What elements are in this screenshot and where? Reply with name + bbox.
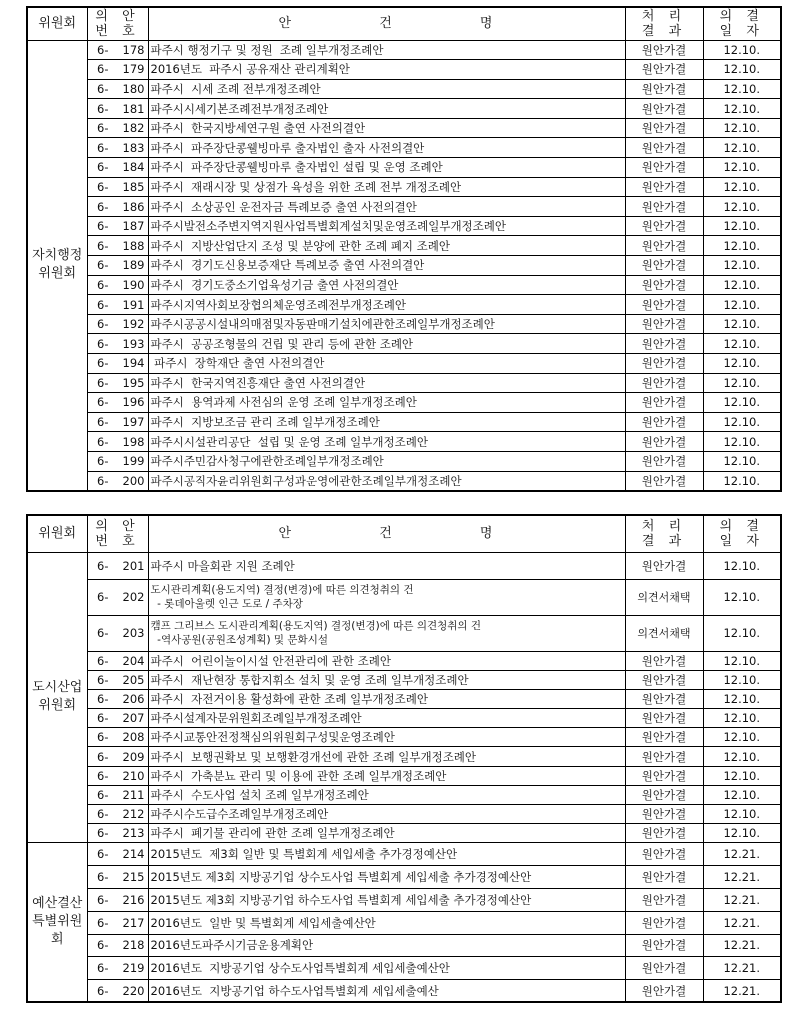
processing-result: 원안가결 <box>625 888 703 911</box>
agenda-number: 196 <box>118 393 148 413</box>
processing-result: 원안가결 <box>625 197 703 217</box>
agenda-number-prefix: 6- <box>87 354 118 374</box>
processing-result: 원안가결 <box>625 805 703 824</box>
resolution-date: 12.10. <box>703 177 781 197</box>
agenda-number: 179 <box>118 60 148 80</box>
agenda-number: 197 <box>118 412 148 432</box>
processing-result: 원안가결 <box>625 432 703 452</box>
agenda-title: 파주시 시세 조례 전부개정조례안 <box>148 79 625 99</box>
processing-result: 원안가결 <box>625 728 703 747</box>
agenda-title: 파주시지역사회보장협의체운영조례전부개정조례안 <box>148 295 625 315</box>
table-row <box>27 651 781 670</box>
resolution-date: 12.21. <box>703 934 781 957</box>
agenda-title: 파주시교통안전정책심의위원회구성및운영조례안 <box>148 728 625 747</box>
processing-result: 원안가결 <box>625 354 703 374</box>
table-row <box>27 728 781 747</box>
processing-result: 원안가결 <box>625 138 703 158</box>
agenda-number: 190 <box>118 275 148 295</box>
processing-result: 원안가결 <box>625 216 703 236</box>
resolution-date: 12.10. <box>703 805 781 824</box>
processing-result: 원안가결 <box>625 689 703 708</box>
table-row <box>27 957 781 980</box>
processing-result: 원안가결 <box>625 236 703 256</box>
agenda-table-2 <box>26 514 782 1003</box>
agenda-title: 파주시시세기본조례전부개정조례안 <box>148 99 625 119</box>
agenda-number-prefix: 6- <box>87 118 118 138</box>
resolution-date: 12.10. <box>703 728 781 747</box>
agenda-title: 파주시 소상공인 운전자금 특례보증 출연 사전의결안 <box>148 197 625 217</box>
processing-result: 원안가결 <box>625 670 703 689</box>
table-row <box>27 709 781 728</box>
header-committee: 위원회 <box>27 7 87 40</box>
table-row <box>27 615 781 651</box>
agenda-title: 파주시 지방보조금 관리 조례 일부개정조례안 <box>148 412 625 432</box>
agenda-number-prefix: 6- <box>87 412 118 432</box>
table-row <box>27 911 781 934</box>
resolution-date: 12.10. <box>703 709 781 728</box>
agenda-number: 217 <box>118 911 148 934</box>
agenda-number: 215 <box>118 866 148 889</box>
agenda-title: 파주시설계자문위원회조례일부개정조례안 <box>148 709 625 728</box>
agenda-number-prefix: 6- <box>87 728 118 747</box>
agenda-title: 파주시발전소주변지역지원사업특별회계설치및운영조례일부개정조례안 <box>148 216 625 236</box>
agenda-number-prefix: 6- <box>87 216 118 236</box>
resolution-date: 12.10. <box>703 651 781 670</box>
resolution-date: 12.10. <box>703 412 781 432</box>
agenda-title: 2016년도 파주시 공유재산 관리계획안 <box>148 60 625 80</box>
agenda-number-prefix: 6- <box>87 957 118 980</box>
header-result: 처 리 결 과 <box>625 515 703 552</box>
table-row <box>27 295 781 315</box>
agenda-number-prefix: 6- <box>87 651 118 670</box>
table-row <box>27 334 781 354</box>
processing-result: 원안가결 <box>625 79 703 99</box>
agenda-table-1 <box>26 6 782 492</box>
resolution-date: 12.21. <box>703 911 781 934</box>
agenda-number-prefix: 6- <box>87 934 118 957</box>
agenda-title: 파주시 폐기물 관리에 관한 조례 일부개정조례안 <box>148 824 625 843</box>
agenda-number-prefix: 6- <box>87 689 118 708</box>
resolution-date: 12.10. <box>703 60 781 80</box>
table-row <box>27 197 781 217</box>
processing-result: 원안가결 <box>625 911 703 934</box>
resolution-date: 12.21. <box>703 843 781 866</box>
agenda-number-prefix: 6- <box>87 177 118 197</box>
agenda-number: 195 <box>118 373 148 393</box>
agenda-number: 208 <box>118 728 148 747</box>
agenda-number: 188 <box>118 236 148 256</box>
table-row <box>27 805 781 824</box>
agenda-number: 200 <box>118 471 148 491</box>
agenda-number-prefix: 6- <box>87 552 118 579</box>
agenda-number-prefix: 6- <box>87 670 118 689</box>
agenda-title: 2016년도 지방공기업 상수도사업특별회계 세입세출예산안 <box>148 957 625 980</box>
agenda-number-prefix: 6- <box>87 99 118 119</box>
resolution-date: 12.10. <box>703 138 781 158</box>
table-row <box>27 40 781 60</box>
agenda-number: 209 <box>118 747 148 766</box>
table-row <box>27 99 781 119</box>
agenda-number: 220 <box>118 980 148 1003</box>
agenda-title: 파주시 지방산업단지 조성 및 분양에 관한 조례 폐지 조례안 <box>148 236 625 256</box>
agenda-number-prefix: 6- <box>87 911 118 934</box>
resolution-date: 12.21. <box>703 980 781 1003</box>
resolution-date: 12.10. <box>703 334 781 354</box>
agenda-title: 파주시수도급수조례일부개정조례안 <box>148 805 625 824</box>
processing-result: 원안가결 <box>625 824 703 843</box>
processing-result: 원안가결 <box>625 471 703 491</box>
resolution-date: 12.10. <box>703 747 781 766</box>
table-row <box>27 158 781 178</box>
agenda-title-line: 캠프 그리브스 도시관리계획(용도지역) 결정(변경)에 따른 의견청취의 건 <box>150 620 482 632</box>
resolution-date: 12.10. <box>703 451 781 471</box>
resolution-date: 12.10. <box>703 373 781 393</box>
processing-result: 원안가결 <box>625 934 703 957</box>
resolution-date: 12.10. <box>703 79 781 99</box>
agenda-title: 파주시 행정기구 및 정원 조례 일부개정조례안 <box>148 40 625 60</box>
agenda-number-prefix: 6- <box>87 471 118 491</box>
agenda-number-prefix: 6- <box>87 373 118 393</box>
table-row <box>27 747 781 766</box>
table-row <box>27 451 781 471</box>
resolution-date: 12.10. <box>703 236 781 256</box>
processing-result: 원안가결 <box>625 295 703 315</box>
agenda-number: 218 <box>118 934 148 957</box>
agenda-title: 파주시 용역과제 사전심의 운영 조례 일부개정조례안 <box>148 393 625 413</box>
header-number: 의 안 번 호 <box>87 7 148 40</box>
header-result: 처 리 결 과 <box>625 7 703 40</box>
agenda-number: 202 <box>118 579 148 615</box>
agenda-title: 파주시 경기도신용보증재단 특례보증 출연 사전의결안 <box>148 256 625 276</box>
agenda-number: 198 <box>118 432 148 452</box>
agenda-number: 219 <box>118 957 148 980</box>
processing-result: 원안가결 <box>625 60 703 80</box>
table-row <box>27 888 781 911</box>
agenda-title: 파주시 재난현장 통합지휘소 설치 및 운영 조례 일부개정조례안 <box>148 670 625 689</box>
agenda-number: 182 <box>118 118 148 138</box>
table-row <box>27 934 781 957</box>
resolution-date: 12.10. <box>703 432 781 452</box>
agenda-title: 파주시 마을회관 지원 조례안 <box>148 552 625 579</box>
agenda-number: 194 <box>118 354 148 374</box>
processing-result: 원안가결 <box>625 256 703 276</box>
processing-result: 원안가결 <box>625 177 703 197</box>
agenda-title: 파주시시설관리공단 설립 및 운영 조례 일부개정조례안 <box>148 432 625 452</box>
agenda-number: 207 <box>118 709 148 728</box>
agenda-number: 178 <box>118 40 148 60</box>
agenda-number-prefix: 6- <box>87 709 118 728</box>
processing-result: 원안가결 <box>625 785 703 804</box>
processing-result: 원안가결 <box>625 314 703 334</box>
table-row <box>27 118 781 138</box>
table-row <box>27 866 781 889</box>
table-row <box>27 785 781 804</box>
agenda-title: 파주시 파주장단콩웰빙마루 출자법인 출자 사전의결안 <box>148 138 625 158</box>
agenda-number: 206 <box>118 689 148 708</box>
agenda-title: 파주시 자전거이용 활성화에 관한 조례 일부개정조례안 <box>148 689 625 708</box>
processing-result: 원안가결 <box>625 412 703 432</box>
resolution-date: 12.10. <box>703 99 781 119</box>
processing-result: 원안가결 <box>625 99 703 119</box>
resolution-date: 12.10. <box>703 393 781 413</box>
agenda-title: 파주시 어린이놀이시설 안전관리에 관한 조례안 <box>148 651 625 670</box>
processing-result: 원안가결 <box>625 451 703 471</box>
agenda-title: 2016년도 지방공기업 하수도사업특별회계 세입세출예산 <box>148 980 625 1003</box>
resolution-date: 12.10. <box>703 552 781 579</box>
agenda-number: 189 <box>118 256 148 276</box>
agenda-number-prefix: 6- <box>87 236 118 256</box>
resolution-date: 12.10. <box>703 197 781 217</box>
agenda-title: 파주시 경기도중소기업육성기금 출연 사전의결안 <box>148 275 625 295</box>
agenda-number: 184 <box>118 158 148 178</box>
processing-result: 원안가결 <box>625 393 703 413</box>
committee-name: 예산결산 특별위원회 <box>27 843 87 1003</box>
agenda-number-prefix: 6- <box>87 79 118 99</box>
processing-result: 원안가결 <box>625 275 703 295</box>
header-number: 의 안 번 호 <box>87 515 148 552</box>
agenda-number-prefix: 6- <box>87 314 118 334</box>
table-row <box>27 60 781 80</box>
resolution-date: 12.10. <box>703 785 781 804</box>
table-row <box>27 177 781 197</box>
resolution-date: 12.21. <box>703 866 781 889</box>
agenda-number-prefix: 6- <box>87 256 118 276</box>
resolution-date: 12.10. <box>703 216 781 236</box>
agenda-number: 192 <box>118 314 148 334</box>
agenda-number: 210 <box>118 766 148 785</box>
processing-result: 원안가결 <box>625 709 703 728</box>
header-date: 의 결 일 자 <box>703 515 781 552</box>
table-row <box>27 412 781 432</box>
resolution-date: 12.10. <box>703 256 781 276</box>
committee-name: 자치행정 위원회 <box>27 40 87 491</box>
processing-result: 원안가결 <box>625 843 703 866</box>
processing-result: 원안가결 <box>625 747 703 766</box>
processing-result: 원안가결 <box>625 980 703 1003</box>
agenda-number: 216 <box>118 888 148 911</box>
agenda-number-prefix: 6- <box>87 275 118 295</box>
processing-result: 원안가결 <box>625 373 703 393</box>
resolution-date: 12.10. <box>703 689 781 708</box>
processing-result: 의견서채택 <box>625 615 703 651</box>
header-date: 의 결 일 자 <box>703 7 781 40</box>
resolution-date: 12.21. <box>703 957 781 980</box>
agenda-title: 파주시 장학재단 출연 사전의결안 <box>148 354 625 374</box>
processing-result: 원안가결 <box>625 651 703 670</box>
agenda-title: 파주시주민감사청구에관한조례일부개정조례안 <box>148 451 625 471</box>
agenda-number-prefix: 6- <box>87 393 118 413</box>
table-row <box>27 689 781 708</box>
agenda-number-prefix: 6- <box>87 158 118 178</box>
agenda-number: 203 <box>118 615 148 651</box>
table-row <box>27 275 781 295</box>
agenda-number: 201 <box>118 552 148 579</box>
agenda-number: 205 <box>118 670 148 689</box>
resolution-date: 12.10. <box>703 471 781 491</box>
table-row <box>27 314 781 334</box>
agenda-title: 파주시공직자윤리위원회구성과운영에관한조례일부개정조례안 <box>148 471 625 491</box>
agenda-number: 193 <box>118 334 148 354</box>
agenda-title-line: - 롯데아울렛 인근 도로 / 주차장 <box>150 598 303 610</box>
agenda-number-prefix: 6- <box>87 615 118 651</box>
processing-result: 원안가결 <box>625 957 703 980</box>
agenda-number-prefix: 6- <box>87 60 118 80</box>
resolution-date: 12.10. <box>703 766 781 785</box>
header-row <box>27 515 781 552</box>
agenda-title <box>148 615 625 651</box>
agenda-number: 213 <box>118 824 148 843</box>
processing-result: 원안가결 <box>625 118 703 138</box>
resolution-date: 12.10. <box>703 295 781 315</box>
table-row <box>27 256 781 276</box>
agenda-number: 214 <box>118 843 148 866</box>
table-row <box>27 471 781 491</box>
agenda-title-line: 도시관리계획(용도지역) 결정(변경)에 따른 의견청취의 건 <box>150 584 414 596</box>
processing-result: 원안가결 <box>625 866 703 889</box>
header-title: 안 건 명 <box>148 7 625 40</box>
processing-result: 원안가결 <box>625 334 703 354</box>
agenda-number: 204 <box>118 651 148 670</box>
agenda-number: 199 <box>118 451 148 471</box>
agenda-number-prefix: 6- <box>87 824 118 843</box>
agenda-title-line: -역사공원(공원조성계획) 및 문화시설 <box>150 634 328 646</box>
agenda-number-prefix: 6- <box>87 138 118 158</box>
resolution-date: 12.10. <box>703 118 781 138</box>
agenda-number: 180 <box>118 79 148 99</box>
agenda-title: 파주시 가축분뇨 관리 및 이용에 관한 조례 일부개정조례안 <box>148 766 625 785</box>
resolution-date: 12.10. <box>703 824 781 843</box>
processing-result: 원안가결 <box>625 158 703 178</box>
table-row <box>27 980 781 1003</box>
table-row <box>27 138 781 158</box>
table-row <box>27 354 781 374</box>
agenda-title: 2015년도 제3회 지방공기업 하수도사업 특별회계 세입세출 추가경정예산안 <box>148 888 625 911</box>
agenda-number-prefix: 6- <box>87 432 118 452</box>
table-row <box>27 393 781 413</box>
resolution-date: 12.10. <box>703 354 781 374</box>
agenda-number: 186 <box>118 197 148 217</box>
agenda-number: 211 <box>118 785 148 804</box>
resolution-date: 12.10. <box>703 615 781 651</box>
resolution-date: 12.10. <box>703 158 781 178</box>
agenda-number-prefix: 6- <box>87 766 118 785</box>
agenda-number: 185 <box>118 177 148 197</box>
header-row <box>27 7 781 40</box>
agenda-number-prefix: 6- <box>87 451 118 471</box>
table-row <box>27 843 781 866</box>
resolution-date: 12.10. <box>703 275 781 295</box>
agenda-title <box>148 579 625 615</box>
agenda-number-prefix: 6- <box>87 805 118 824</box>
agenda-number-prefix: 6- <box>87 843 118 866</box>
agenda-number-prefix: 6- <box>87 579 118 615</box>
processing-result: 원안가결 <box>625 552 703 579</box>
agenda-number: 212 <box>118 805 148 824</box>
resolution-date: 12.21. <box>703 888 781 911</box>
resolution-date: 12.10. <box>703 579 781 615</box>
table-row <box>27 670 781 689</box>
agenda-title: 파주시 파주장단콩웰빙마루 출자법인 설립 및 운영 조례안 <box>148 158 625 178</box>
agenda-number-prefix: 6- <box>87 980 118 1003</box>
table-row <box>27 373 781 393</box>
agenda-number: 191 <box>118 295 148 315</box>
agenda-title: 파주시공공시설내의매점및자동판매기설치에관한조례일부개정조례안 <box>148 314 625 334</box>
committee-name: 도시산업 위원회 <box>27 552 87 843</box>
agenda-number-prefix: 6- <box>87 40 118 60</box>
agenda-title: 파주시 한국지방세연구원 출연 사전의결안 <box>148 118 625 138</box>
agenda-title: 2016년도파주시기금운용계획안 <box>148 934 625 957</box>
header-title: 안 건 명 <box>148 515 625 552</box>
table-row <box>27 552 781 579</box>
header-committee: 위원회 <box>27 515 87 552</box>
table-row <box>27 216 781 236</box>
table-row <box>27 824 781 843</box>
agenda-number-prefix: 6- <box>87 785 118 804</box>
agenda-number-prefix: 6- <box>87 197 118 217</box>
agenda-title: 파주시 한국지역진흥재단 출연 사전의결안 <box>148 373 625 393</box>
agenda-number: 183 <box>118 138 148 158</box>
resolution-date: 12.10. <box>703 670 781 689</box>
table-row <box>27 766 781 785</box>
table-row <box>27 579 781 615</box>
agenda-number: 181 <box>118 99 148 119</box>
processing-result: 원안가결 <box>625 40 703 60</box>
agenda-title: 파주시 재래시장 및 상점가 육성을 위한 조례 전부 개정조례안 <box>148 177 625 197</box>
agenda-number-prefix: 6- <box>87 295 118 315</box>
resolution-date: 12.10. <box>703 40 781 60</box>
processing-result: 의견서채택 <box>625 579 703 615</box>
agenda-number-prefix: 6- <box>87 334 118 354</box>
agenda-number-prefix: 6- <box>87 888 118 911</box>
agenda-title: 2016년도 일반 및 특별회계 세입세출예산안 <box>148 911 625 934</box>
agenda-number-prefix: 6- <box>87 747 118 766</box>
table-row <box>27 79 781 99</box>
resolution-date: 12.10. <box>703 314 781 334</box>
table-row <box>27 432 781 452</box>
agenda-title: 2015년도 제3회 일반 및 특별회계 세입세출 추가경정예산안 <box>148 843 625 866</box>
agenda-title: 2015년도 제3회 지방공기업 상수도사업 특별회계 세입세출 추가경정예산안 <box>148 866 625 889</box>
agenda-title: 파주시 수도사업 설치 조례 일부개정조례안 <box>148 785 625 804</box>
processing-result: 원안가결 <box>625 766 703 785</box>
agenda-number: 187 <box>118 216 148 236</box>
agenda-title: 파주시 공공조형물의 건립 및 관리 등에 관한 조례안 <box>148 334 625 354</box>
table-row <box>27 236 781 256</box>
agenda-title: 파주시 보행권확보 및 보행환경개선에 관한 조례 일부개정조례안 <box>148 747 625 766</box>
agenda-number-prefix: 6- <box>87 866 118 889</box>
